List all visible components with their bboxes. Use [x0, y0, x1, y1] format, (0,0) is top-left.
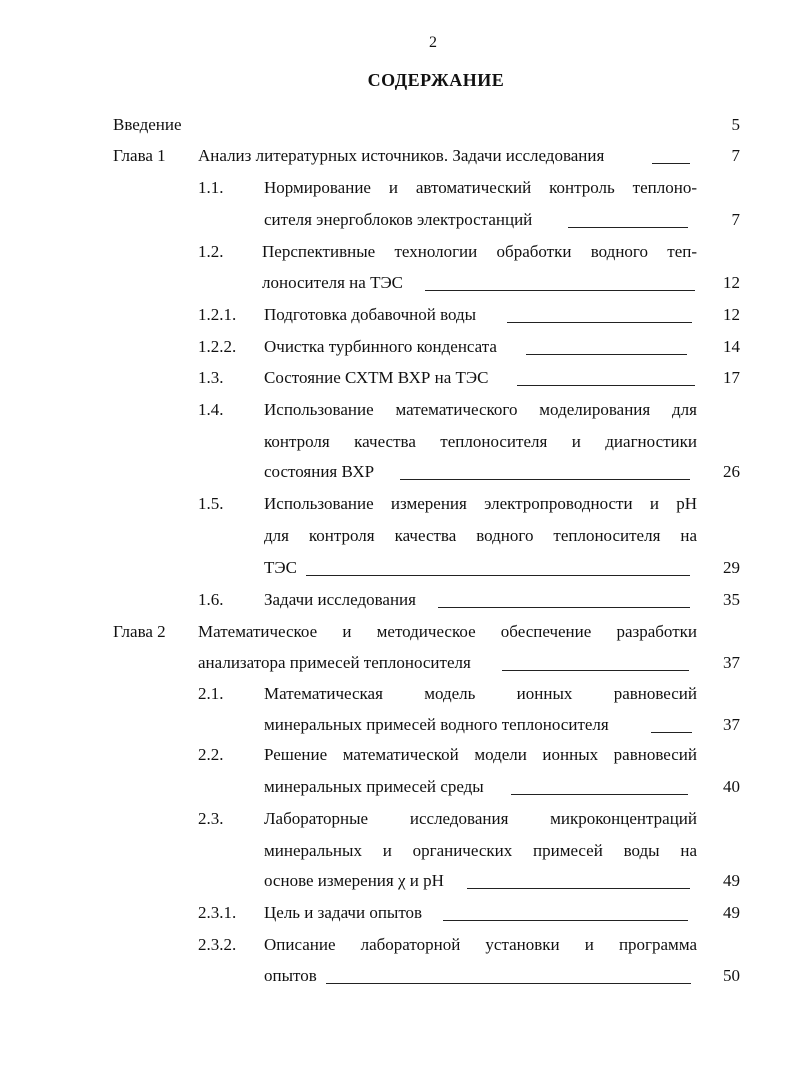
toc-entry-text[interactable]: для контроля качества водного теплоносителя на [264, 526, 697, 545]
toc-entry-number: 2.3.1. [198, 903, 237, 922]
toc-leader-line [511, 794, 688, 795]
toc-entry-page: 7 [731, 146, 740, 165]
page-title: СОДЕРЖАНИЕ [367, 70, 505, 90]
toc-entry-text[interactable]: Анализ литературных источников. Задачи исследования [198, 146, 605, 165]
toc-leader-line [467, 888, 690, 889]
toc-leader-line [326, 983, 691, 984]
toc-entry-page: 40 [723, 777, 740, 796]
toc-leader-line [502, 670, 689, 671]
toc-entry-text[interactable]: опытов [264, 966, 317, 985]
toc-entry-text[interactable]: ТЭС [264, 558, 297, 577]
toc-entry-page: 49 [723, 871, 740, 890]
toc-entry-number: 2.3. [198, 809, 224, 828]
toc-entry-text[interactable]: состояния ВХР [264, 462, 375, 481]
toc-leader-line [526, 354, 687, 355]
toc-entry-number: 1.3. [198, 368, 224, 387]
toc-entry-text[interactable]: минеральных и органических примесей воды на [264, 841, 697, 860]
toc-entry-text[interactable]: Подготовка добавочной воды [264, 305, 477, 324]
toc-leader-line [400, 479, 690, 480]
toc-entry-text[interactable]: основе измерения χ и рН [264, 871, 444, 890]
toc-leader-line [306, 575, 690, 576]
toc-entry-number: Глава 2 [113, 622, 166, 641]
toc-entry-page: 7 [731, 210, 740, 229]
toc-leader-line [438, 607, 690, 608]
toc-entry-text[interactable]: Использование измерения электропроводности и рН [264, 494, 697, 513]
toc-entry-number: 1.4. [198, 400, 224, 419]
toc-entry-page: 37 [723, 653, 740, 672]
toc-entry-text[interactable]: Очистка турбинного конденсата [264, 337, 497, 356]
toc-entry-page: 49 [723, 903, 740, 922]
toc-leader-line [651, 732, 692, 733]
toc-entry-text[interactable]: Перспективные технологии обработки водного теп- [262, 242, 697, 261]
toc-entry-number: 1.5. [198, 494, 224, 513]
toc-entry-text[interactable]: Описание лабораторной установки и программа [264, 935, 697, 954]
toc-entry-number: 1.2.1. [198, 305, 237, 324]
toc-entry-page: 17 [723, 368, 740, 387]
toc-entry-text[interactable]: Использование математического моделирования для [264, 400, 697, 419]
toc-entry-page: 14 [723, 337, 740, 356]
toc-entry-text[interactable]: Задачи исследования [264, 590, 416, 609]
toc-entry-text[interactable]: лоносителя на ТЭС [262, 273, 404, 292]
toc-entry-number: 2.1. [198, 684, 224, 703]
toc-entry-number: 2.3.2. [198, 935, 237, 954]
toc-entry-text[interactable]: сителя энергоблоков электростанций [264, 210, 533, 229]
toc-entry-page: 35 [723, 590, 740, 609]
toc-entry-page: 26 [723, 462, 740, 481]
toc-entry-number: 2.2. [198, 745, 224, 764]
toc-entry-text[interactable]: анализатора примесей теплоносителя [198, 653, 471, 672]
toc-entry-text[interactable]: минеральных примесей среды [264, 777, 484, 796]
toc-leader-line [652, 163, 690, 164]
toc-entry-text[interactable]: Нормирование и автоматический контроль теплоно- [264, 178, 697, 197]
toc-entry-page: 12 [723, 305, 740, 324]
toc-entry-page: 29 [723, 558, 740, 577]
toc-entry-number: 1.2. [198, 242, 224, 261]
toc-entry-number: 1.2.2. [198, 337, 237, 356]
toc-leader-line [517, 385, 695, 386]
toc-entry-page: 50 [723, 966, 740, 985]
toc-entry-text[interactable]: Введение [113, 115, 182, 134]
toc-entry-page: 5 [731, 115, 740, 134]
toc-entry-text[interactable]: Математическая модель ионных равновесий [264, 684, 697, 703]
toc-entry-text[interactable]: контроля качества теплоносителя и диагностики [264, 432, 697, 451]
toc-entry-number: 1.1. [198, 178, 224, 197]
toc-leader-line [507, 322, 692, 323]
toc-entry-text[interactable]: Математическое и методическое обеспечение разработки [198, 622, 697, 641]
toc-leader-line [568, 227, 688, 228]
toc-entry-page: 37 [723, 715, 740, 734]
toc-leader-line [443, 920, 688, 921]
toc-leader-line [425, 290, 695, 291]
toc-entry-number: Глава 1 [113, 146, 166, 165]
toc-entry-text[interactable]: Состояние СХТМ ВХР на ТЭС [264, 368, 489, 387]
toc-entry-text[interactable]: Цель и задачи опытов [264, 903, 423, 922]
toc-entry-page: 12 [723, 273, 740, 292]
toc-entry-text[interactable]: Решение математической модели ионных равновесий [264, 745, 697, 764]
toc-entry-text[interactable]: минеральных примесей водного теплоносителя [264, 715, 609, 734]
toc-entry-number: 1.6. [198, 590, 224, 609]
toc-entry-text[interactable]: Лабораторные исследования микроконцентраций [264, 809, 697, 828]
page-number: 2 [429, 34, 437, 51]
